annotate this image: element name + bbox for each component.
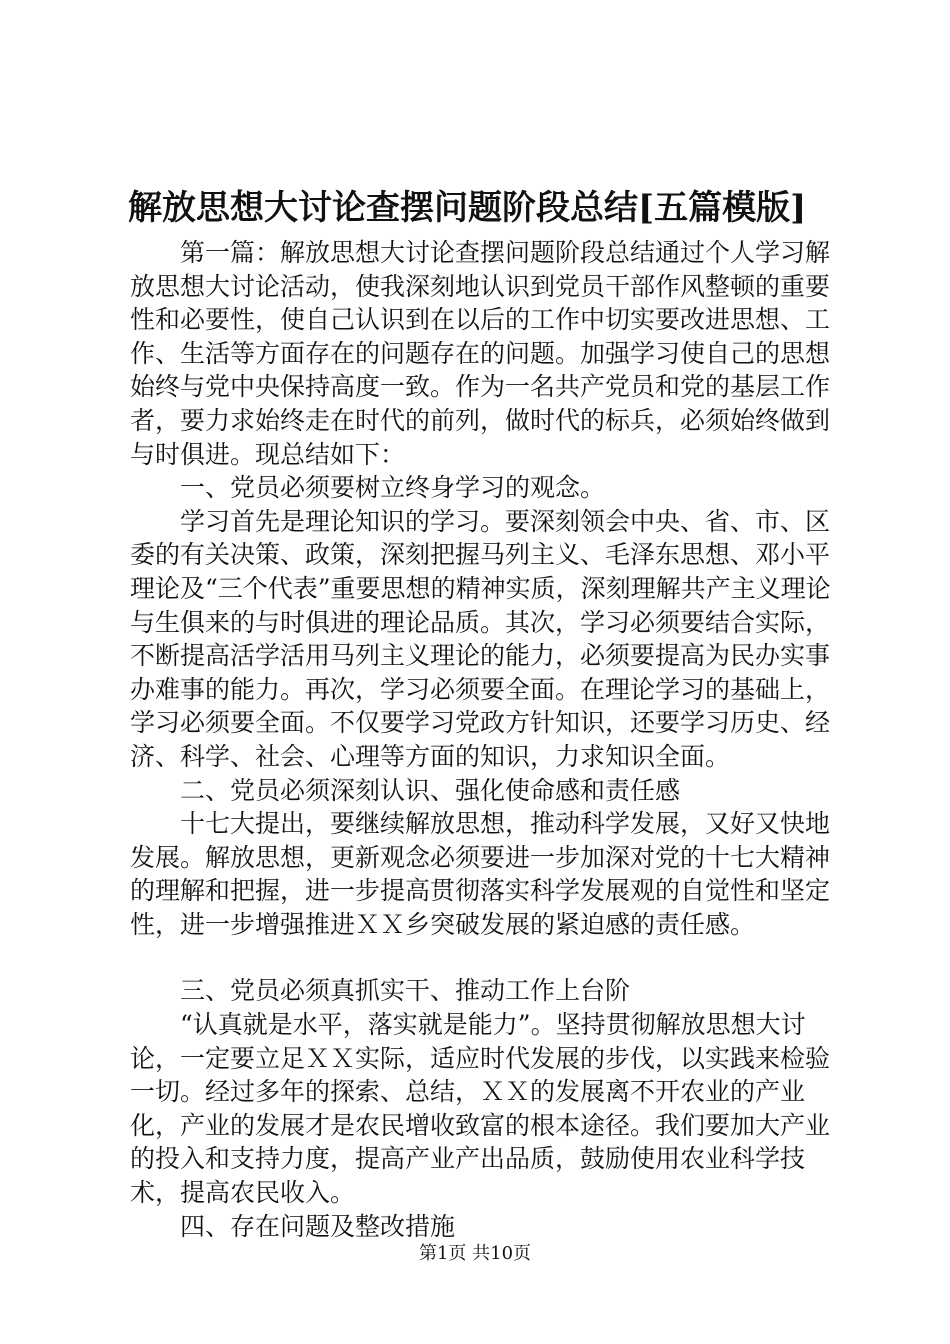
document-title: 解放思想大讨论查摆问题阶段总结[五篇模版] <box>128 188 807 228</box>
paragraph-intro: 第一篇：解放思想大讨论查摆问题阶段总结通过个人学习解放思想大讨论活动，使我深刻地认识到党员干部作风整顿的重要性和必要性，使自己认识到在以后的工作中切实要改进思想、工作、生活等方面存在的问题存在的问题。加强学习使自己的思想始终与党中央保持高度一致。作为一名共产党员和党的基层工作者，要力求始终走在时代的前列，做时代的标兵，必须始终做到与时俱进。现总结如下： <box>130 238 831 469</box>
paragraph-section-1: 学习首先是理论知识的学习。要深刻领会中央、省、市、区委的有关决策、政策，深刻把握马列主义、毛泽东思想、邓小平理论及“三个代表”重要思想的精神实质，深刻理解共产主义理论与生俱来的与时俱进的理论品质。其次，学习必须要结合实际，不断提高活学活用马列主义理论的能力，必须要提高为民办实事办难事的能力。再次，学习必须要全面。在理论学习的基础上，学习必须要全面。不仅要学习党政方针知识，还要学习历史、经济、科学、社会、心理等方面的知识，力求知识全面。 <box>130 506 831 771</box>
section-heading-2: 二、党员必须深刻认识、强化使命感和责任感 <box>180 775 681 805</box>
paragraph-section-3: “认真就是水平，落实就是能力”。坚持贯彻解放思想大讨论，一定要立足ＸＸ实际，适应时代发展的步伐，以实践来检验一切。经过多年的探索、总结，ＸＸ的发展离不开农业的产业化，产业的发展才是农民增收致富的根本途径。我们要加大产业的投入和支持力度，提高产业产出品质，鼓励使用农业科学技术，提高农民收入。 <box>130 1010 831 1208</box>
document-body <box>130 236 842 1243</box>
section-heading-1: 一、党员必须要树立终身学习的观念。 <box>180 473 606 503</box>
section-heading-4: 四、存在问题及整改措施 <box>180 1211 456 1241</box>
page-footer: 第1页 共10页 <box>418 1243 532 1264</box>
paragraph-section-2: 十七大提出，要继续解放思想，推动科学发展，又好又快地发展。解放思想，更新观念必须要进一步加深对党的十七大精神的理解和把握，进一步提高贯彻落实科学发展观的自觉性和坚定性，进一步增强推进ＸＸ乡突破发展的紧迫感的责任感。 <box>130 809 831 939</box>
section-heading-3: 三、党员必须真抓实干、推动工作上台阶 <box>180 976 631 1006</box>
